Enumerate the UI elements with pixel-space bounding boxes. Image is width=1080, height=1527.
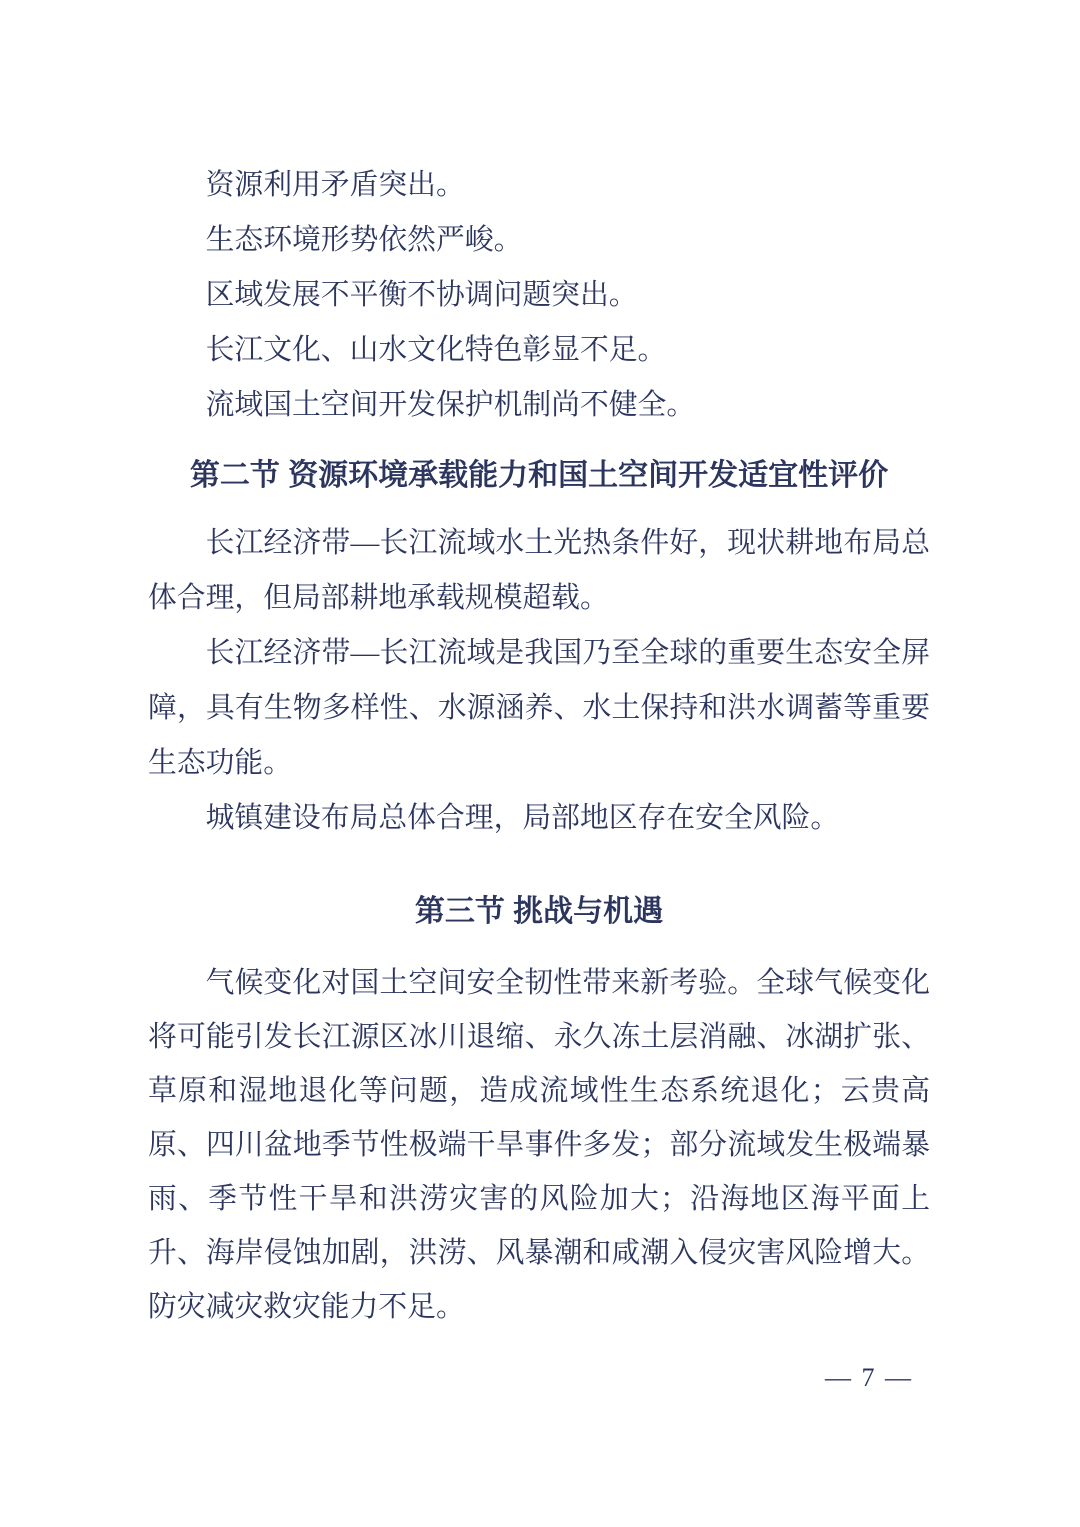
body-paragraph: 气候变化对国土空间安全韧性带来新考验。全球气候变化将可能引发长江源区冰川退缩、永久冻土层消融、冰湖扩张、草原和湿地退化等问题，造成流域性生态系统退化；云贵高原、四川盆地季节性极端干旱事件多发；部分流域发生极端暴雨、季节性干旱和洪涝灾害的风险加大；沿海地区海平面上升、海岸侵蚀加剧，洪涝、风暴潮和咸潮入侵灾害风险增大。防灾减灾救灾能力不足。 xyxy=(148,967,930,1323)
section-heading-2: 第二节 资源环境承载能力和国土空间开发适宜性评价 xyxy=(189,459,889,492)
intro-line: 流域国土空间开发保护机制尚不健全。 xyxy=(205,389,696,421)
body-paragraph: 长江经济带—长江流域是我国乃至全球的重要生态安全屏障，具有生物多样性、水源涵养、水土保持和洪水调蓄等重要生态功能。 xyxy=(148,637,930,779)
intro-line: 区域发展不平衡不协调问题突出。 xyxy=(205,279,638,311)
intro-line: 长江文化、山水文化特色彰显不足。 xyxy=(205,334,667,366)
page-content xyxy=(148,158,930,1334)
section-heading-3: 第三节 挑战与机遇 xyxy=(414,895,664,928)
page-number: — 7 — xyxy=(825,1363,913,1392)
body-paragraph: 城镇建设布局总体合理，局部地区存在安全风险。 xyxy=(205,802,840,834)
intro-line: 资源利用矛盾突出。 xyxy=(205,169,465,201)
body-paragraph: 长江经济带—长江流域水土光热条件好，现状耕地布局总体合理，但局部耕地承载规模超载。 xyxy=(148,527,930,614)
intro-line: 生态环境形势依然严峻。 xyxy=(205,224,523,256)
